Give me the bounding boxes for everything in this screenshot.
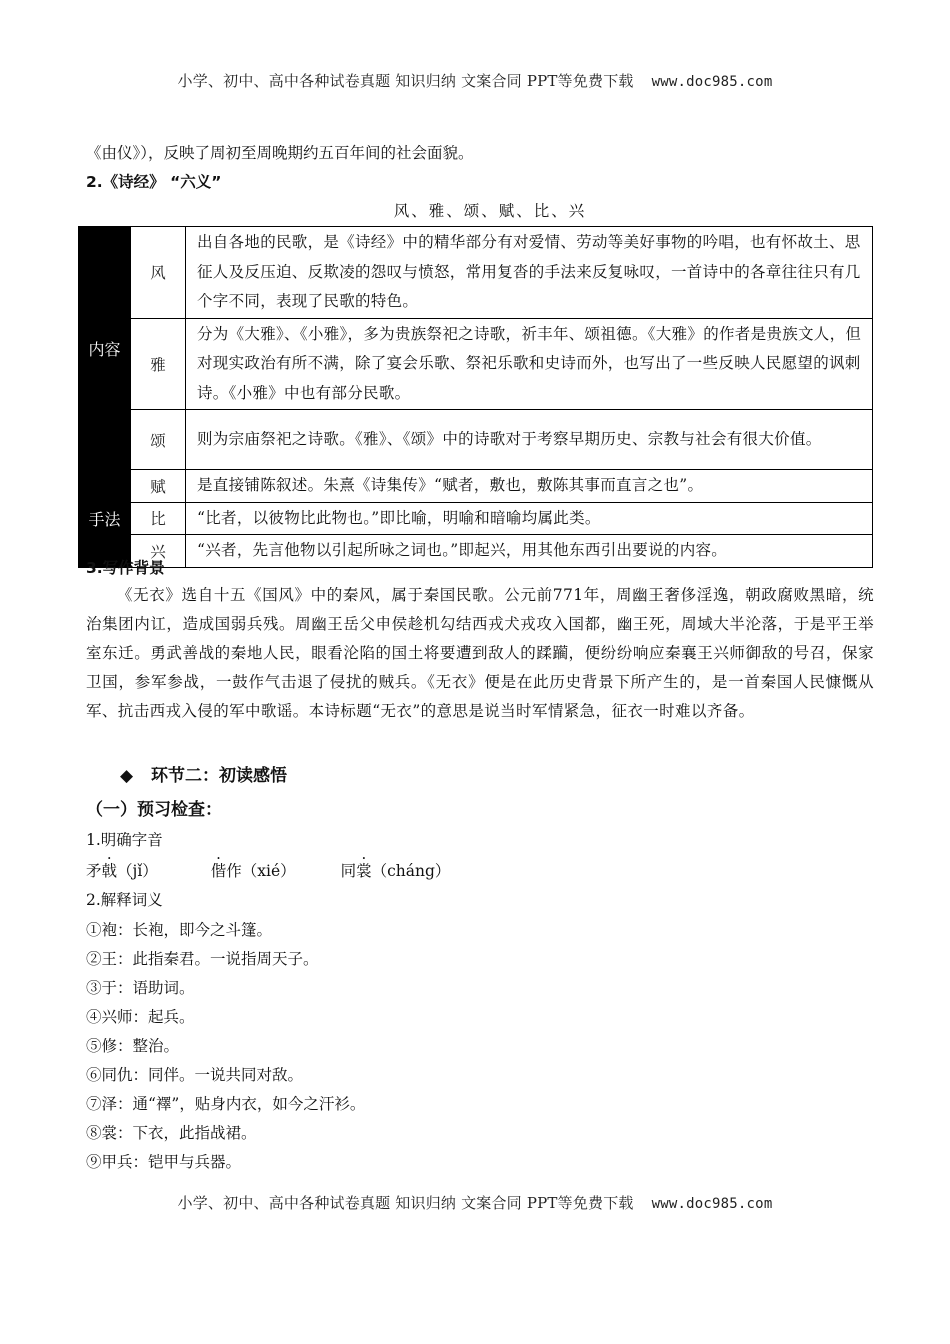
row-text-xing: “兴者，先言他物以引起所咏之词也。”即起兴，用其他东西引出要说的内容。 bbox=[186, 535, 873, 568]
vocab-item: ⑤修：整治。 bbox=[86, 1037, 180, 1055]
header-text: 小学、初中、高中各种试卷真题 知识归纳 文案合同 PPT等免费下载 bbox=[177, 72, 634, 90]
vocab-item: ①袍：长袍，即今之斗篷。 bbox=[86, 921, 273, 939]
page-footer bbox=[0, 1192, 950, 1213]
liuyi-table bbox=[78, 226, 873, 568]
section3-title: 3.写作背景 bbox=[86, 559, 165, 577]
pron-item-ji: 矛戟（jǐ） bbox=[86, 862, 158, 880]
link2-heading bbox=[120, 761, 287, 786]
pron-item-chang: 同裳（cháng） bbox=[340, 862, 451, 880]
pron-title: 1.明确字音 bbox=[86, 831, 163, 849]
vocab-item: ④兴师：起兵。 bbox=[86, 1008, 195, 1026]
intro-line: 《由仪》），反映了周初至周晚期约五百年间的社会面貌。 bbox=[86, 144, 474, 162]
row-text-fu: 是直接铺陈叙述。朱熹《诗集传》“赋者，敷也，敷陈其事而直言之也”。 bbox=[186, 470, 873, 503]
vocab-title: 2.解释词义 bbox=[86, 891, 163, 909]
row-text-feng: 出自各地的民歌，是《诗经》中的精华部分有对爱情、劳动等美好事物的吟唱，也有怀故土、思征人及反压迫、反欺凌的怨叹与愤怒，常用复沓的手法来反复咏叹，一首诗中的各章往往只有几个字不同，表现了民歌的特色。 bbox=[186, 227, 873, 319]
pron-line bbox=[86, 861, 450, 881]
row-name-xing: 兴 bbox=[131, 535, 186, 568]
row-text-bi: “比者，以彼物比此物也。”即比喻，明喻和暗喻均属此类。 bbox=[186, 502, 873, 535]
liuyi-caption: 风、雅、颂、赋、比、兴 bbox=[393, 202, 587, 220]
row-name-ya: 雅 bbox=[131, 318, 186, 410]
page-header bbox=[0, 70, 950, 91]
row-name-song: 颂 bbox=[131, 410, 186, 470]
header-site[interactable]: www.doc985.com bbox=[651, 74, 773, 90]
section2-title: 2.《诗经》 “六义” bbox=[86, 173, 222, 191]
row-name-fu: 赋 bbox=[131, 470, 186, 503]
link2-title: 环节二：初读感悟 bbox=[151, 766, 287, 786]
diamond-icon: ◆ bbox=[120, 766, 134, 786]
group-method-cell: 手法 bbox=[79, 470, 131, 568]
group-content-cell: 内容 bbox=[79, 227, 131, 470]
footer-site[interactable]: www.doc985.com bbox=[651, 1196, 773, 1212]
pron-item-xie: 偕作（xié） bbox=[210, 862, 296, 880]
row-text-song: 则为宗庙祭祀之诗歌。《雅》、《颂》中的诗歌对于考察早期历史、宗教与社会有很大价值。 bbox=[186, 410, 873, 470]
row-name-bi: 比 bbox=[131, 502, 186, 535]
row-text-ya: 分为《大雅》、《小雅》，多为贵族祭祀之诗歌，祈丰年、颂祖德。《大雅》的作者是贵族文人，但对现实政治有所不满，除了宴会乐歌、祭祀乐歌和史诗而外，也写出了一些反映人民愿望的讽刺诗。《小雅》中也有部分民歌。 bbox=[186, 318, 873, 410]
vocab-item: ⑦泽：通“襗”，贴身内衣，如今之汗衫。 bbox=[86, 1095, 366, 1113]
footer-text: 小学、初中、高中各种试卷真题 知识归纳 文案合同 PPT等免费下载 bbox=[177, 1194, 634, 1212]
vocab-item: ⑧裳：下衣，此指战裙。 bbox=[86, 1124, 257, 1142]
vocab-item: ②王：此指秦君。一说指周天子。 bbox=[86, 950, 319, 968]
vocab-item: ⑨甲兵：铠甲与兵器。 bbox=[86, 1153, 242, 1171]
background-paragraph: 《无衣》选自十五《国风》中的秦风，属于秦国民歌。公元前771年，周幽王奢侈淫逸，朝政腐败黑暗，统治集团内讧，造成国弱兵残。周幽王岳父申侯趁机勾结西戎犬戎攻入国都，幽王死，周域大半沦落，于是平王举室东迁。勇武善战的秦地人民，眼看沦陷的国土将要遭到敌人的蹂躏，便纷纷响应秦襄王兴师御敌的号召，保家卫国，参军参战，一鼓作气击退了侵扰的贼兵。《无衣》便是在此历史背景下所产生的，是一首秦国人民慷慨从军、抗击西戎入侵的军中歌谣。本诗标题“无衣”的意思是说当时军情紧急，征衣一时难以齐备。 bbox=[86, 586, 874, 720]
preview-title: （一）预习检查： bbox=[86, 800, 222, 820]
vocab-item: ⑥同仇：同伴。一说共同对敌。 bbox=[86, 1066, 304, 1084]
row-name-feng: 风 bbox=[131, 227, 186, 319]
vocab-item: ③于：语助词。 bbox=[86, 979, 195, 997]
